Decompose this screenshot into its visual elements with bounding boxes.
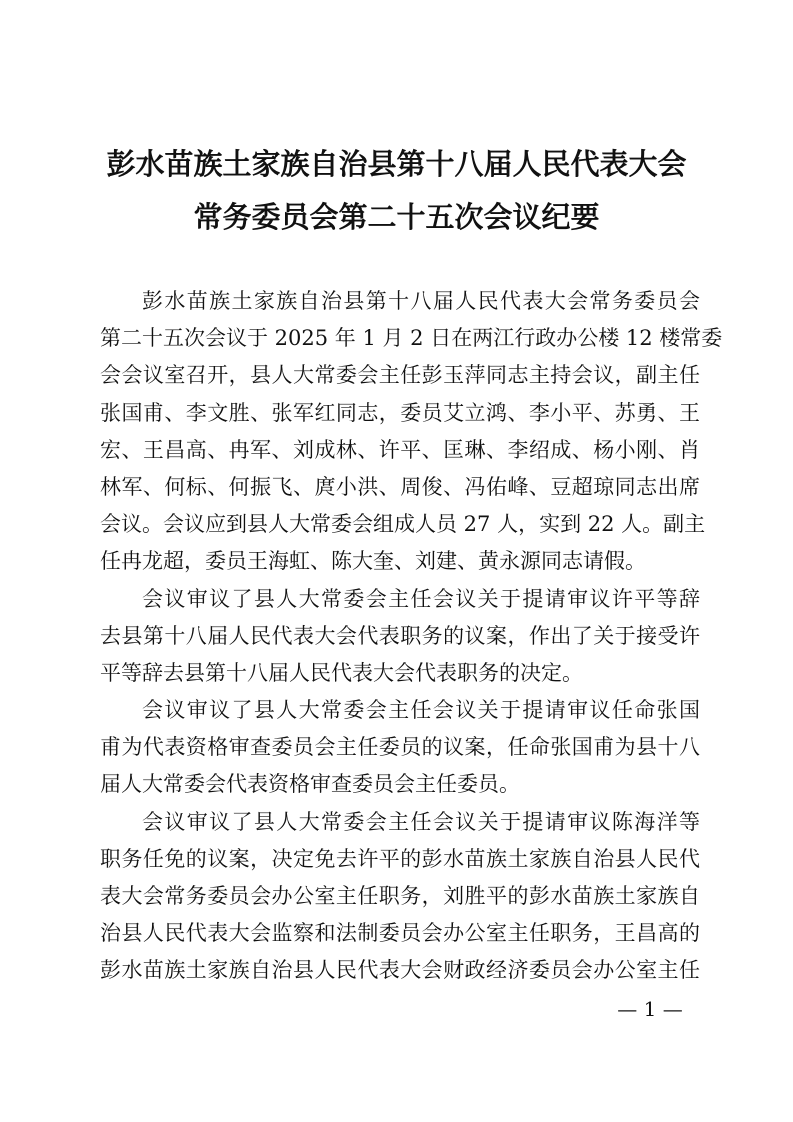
paragraph-line: 彭水苗族土家族自治县人民代表大会财政经济委员会办公室主任 <box>100 958 700 983</box>
document-title-line-1: 彭水苗族土家族自治县第十八届人民代表大会 <box>106 147 687 181</box>
paragraph-line: 第二十五次会议于 2025 年 1 月 2 日在两江行政办公楼 12 楼常委 <box>100 326 723 351</box>
paragraph-line: 宏、王昌高、冉军、刘成林、许平、匡琳、李绍成、杨小刚、肖 <box>100 437 700 462</box>
paragraph-line: 会议。会议应到县人大常委会组成人员 27 人，实到 22 人。副主 <box>100 512 706 537</box>
paragraph-line: 职务任免的议案，决定免去许平的彭水苗族土家族自治县人民代 <box>100 846 700 871</box>
paragraph-line: 张国甫、李文胜、张军红同志，委员艾立鸿、李小平、苏勇、王 <box>100 400 700 425</box>
paragraph-line: 彭水苗族土家族自治县第十八届人民代表大会常务委员会 <box>142 289 700 313</box>
document-title-line-2: 常务委员会第二十五次会议纪要 <box>193 200 600 234</box>
page-number: — 1 — <box>617 997 683 1021</box>
paragraph-line: 届人大常委会代表资格审查委员会主任委员。 <box>100 772 520 797</box>
paragraph-3 <box>100 692 700 804</box>
paragraph-line: 会议审议了县人大常委会主任会议关于提请审议任命张国 <box>142 698 700 723</box>
paragraph-line: 会议审议了县人大常委会主任会议关于提请审议陈海洋等 <box>142 809 700 834</box>
paragraph-line: 任冉龙超，委员王海虹、陈大奎、刘建、黄永源同志请假。 <box>100 549 646 574</box>
paragraph-1 <box>100 283 723 581</box>
paragraph-4 <box>100 804 700 990</box>
paragraph-2 <box>100 581 700 693</box>
paragraph-line: 会会议室召开，县人大常委会主任彭玉萍同志主持会议，副主任 <box>100 363 700 388</box>
paragraph-line: 平等辞去县第十八届人民代表大会代表职务的决定。 <box>100 660 583 685</box>
paragraph-line: 林军、何标、何振飞、庹小洪、周俊、冯佑峰、豆超琼同志出席 <box>100 474 700 499</box>
paragraph-line: 甫为代表资格审查委员会主任委员的议案，任命张国甫为县十八 <box>100 735 700 760</box>
document-body <box>100 283 723 990</box>
paragraph-line: 表大会常务委员会办公室主任职务，刘胜平的彭水苗族土家族自 <box>100 884 700 908</box>
paragraph-line: 治县人民代表大会监察和法制委员会办公室主任职务，王昌高的 <box>100 921 700 946</box>
paragraph-line: 会议审议了县人大常委会主任会议关于提请审议许平等辞 <box>142 586 700 611</box>
paragraph-line: 去县第十八届人民代表大会代表职务的议案，作出了关于接受许 <box>100 623 700 648</box>
